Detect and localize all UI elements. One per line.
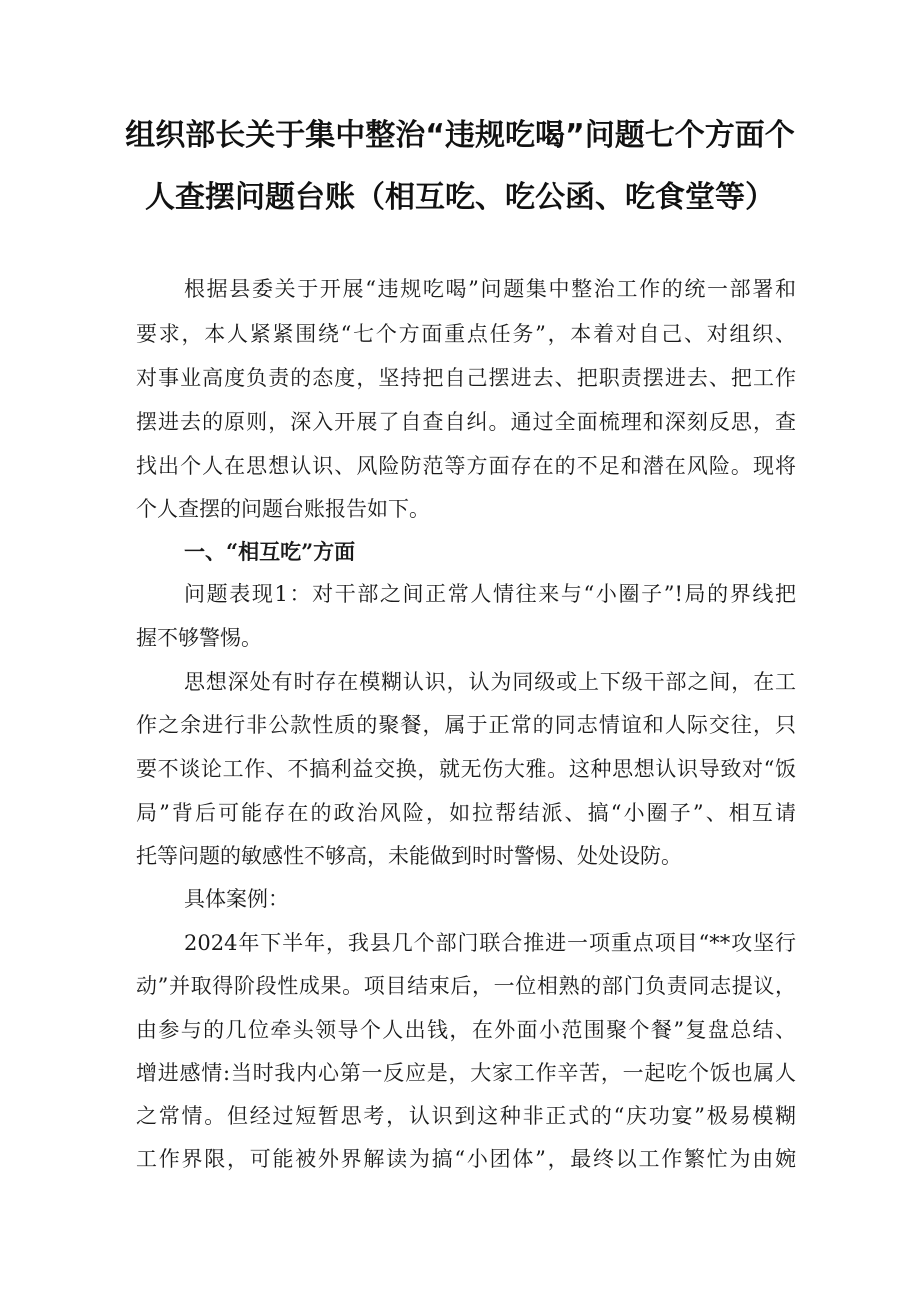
case-line: 动”并取得阶段性成果。项目结束后，一位相熟的部门负责同志提议， xyxy=(136,974,796,998)
thought-line: 要不谈论工作、不搞利益交换，就无伤大雅。这种思想认识导致对“饭 xyxy=(136,757,796,781)
intro-line: 个人查摆的问题台账报告如下。 xyxy=(136,497,430,521)
section-heading: 一、“相互吃”方面 xyxy=(184,539,356,564)
thought-line: 局”背后可能存在的政治风险，如拉帮结派、搞“小圈子”、相互请 xyxy=(136,801,796,825)
intro-line: 摆进去的原则，深入开展了自查自纠。通过全面梳理和深刻反思，查 xyxy=(136,410,796,434)
case-line: 由参与的几位牵头领导个人出钱，在外面小范围聚个餐”复盘总结、 xyxy=(136,1018,796,1042)
case-line: 增进感情:当时我内心第一反应是，大家工作辛苦，一起吃个饭也属人 xyxy=(136,1061,796,1085)
problem-line: 握不够警惕。 xyxy=(136,626,262,650)
problem-line: 问题表现1：对干部之间正常人情往来与“小圈子”!局的界线把 xyxy=(184,582,796,606)
document-title-line-1: 组织部长关于集中整治“违规吃喝”问题七个方面个 xyxy=(125,118,795,153)
case-line: 工作界限，可能被外界解读为搞“小团体”，最终以工作繁忙为由婉 xyxy=(136,1147,796,1171)
intro-line: 找出个人在思想认识、风险防范等方面存在的不足和潜在风险。现将 xyxy=(136,454,796,478)
thought-line: 思想深处有时存在模糊认识，认为同级或上下级干部之间，在工 xyxy=(184,670,796,694)
case-line: 2024年下半年，我县几个部门联合推进一项重点项目“**攻坚行 xyxy=(184,931,796,955)
case-label: 具体案例： xyxy=(184,887,289,911)
thought-line: 作之余进行非公款性质的聚餐，属于正常的同志情谊和人际交往，只 xyxy=(136,713,796,737)
intro-line: 根据县委关于开展“违规吃喝”问题集中整治工作的统一部署和 xyxy=(184,277,796,301)
intro-line: 对事业高度负责的态度，坚持把自己摆进去、把职责摆进去、把工作 xyxy=(136,366,796,390)
case-line: 之常情。但经过短暂思考，认识到这种非正式的“庆功宴”极易模糊 xyxy=(136,1104,796,1128)
thought-line: 托等问题的敏感性不够高，未能做到时时警惕、处处设防。 xyxy=(136,844,682,868)
intro-line: 要求，本人紧紧围绕“七个方面重点任务”，本着对自己、对组织、 xyxy=(136,322,796,346)
document-title-line-2: 人查摆问题台账（相互吃、吃公函、吃食堂等） xyxy=(145,180,775,215)
